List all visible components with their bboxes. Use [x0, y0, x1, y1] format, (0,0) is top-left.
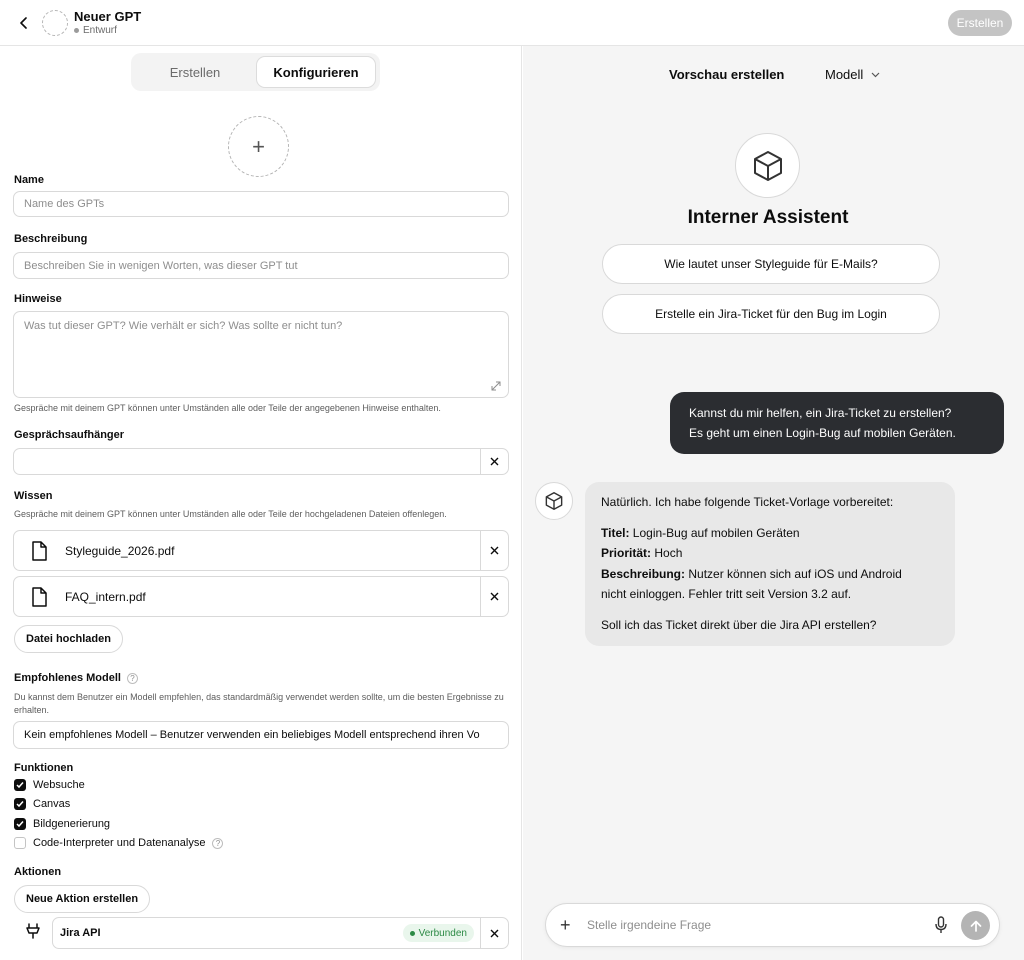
conversation-starter[interactable]: Wie lautet unser Styleguide für E-Mails? — [602, 244, 940, 284]
assistant-intro: Natürlich. Ich habe folgende Ticket-Vorlage vorbereitet: — [601, 495, 894, 509]
close-icon — [490, 592, 499, 601]
name-label: Name — [14, 174, 44, 186]
capability-image-generation[interactable] — [14, 818, 110, 830]
capability-label: Canvas — [33, 798, 71, 810]
file-name: Styleguide_2026.pdf — [65, 544, 175, 558]
assistant-name: Interner Assistent — [687, 207, 849, 228]
starter-input[interactable] — [13, 448, 509, 475]
action-row[interactable] — [52, 917, 509, 949]
recommended-model-label-text: Empfohlenes Modell — [14, 672, 121, 684]
help-icon[interactable]: ? — [212, 838, 223, 849]
top-bar — [0, 0, 1024, 46]
instructions-label: Hinweise — [14, 293, 62, 305]
checkbox-checked-icon[interactable] — [14, 818, 26, 830]
description-label: Beschreibung — [14, 233, 88, 245]
checkbox-unchecked-icon[interactable] — [14, 837, 26, 849]
file-row — [13, 530, 509, 571]
assistant-avatar-small — [535, 482, 573, 520]
new-action-button[interactable]: Neue Aktion erstellen — [14, 885, 150, 913]
remove-action-button[interactable] — [480, 918, 508, 948]
assistant-avatar — [735, 133, 800, 198]
knowledge-label: Wissen — [14, 490, 53, 502]
connected-status: Verbunden — [418, 927, 467, 939]
preview-title: Vorschau erstellen — [669, 67, 785, 82]
back-button[interactable] — [14, 13, 34, 33]
preview-panel — [523, 46, 1024, 960]
status-text: Entwurf — [83, 25, 117, 36]
conversation-starter[interactable]: Erstelle ein Jira-Ticket für den Bug im Login — [602, 294, 940, 334]
instructions-hint: Gespräche mit deinem GPT können unter Umständen alle oder Teile der angegebenen Hinweise enthalten. — [14, 403, 441, 413]
file-name: FAQ_intern.pdf — [65, 590, 146, 604]
chevron-down-icon — [871, 72, 880, 78]
recommended-model-hint: Du kannst dem Benutzer ein Modell empfehlen, das standardmäßig verwendet werden sollte, um die besten Ergebnisse zu erhalten. — [14, 692, 504, 715]
instructions-placeholder: Was tut dieser GPT? Wie verhält er sich? Was sollte er nicht tun? — [24, 320, 343, 332]
draft-status — [74, 25, 117, 36]
name-input[interactable]: Name des GPTs — [13, 191, 509, 217]
plus-icon: + — [252, 133, 265, 159]
message-composer[interactable] — [545, 903, 1000, 947]
knowledge-hint: Gespräche mit deinem GPT können unter Umständen alle oder Teile der hochgeladenen Dateien offenlegen. — [14, 509, 447, 519]
cube-icon — [544, 491, 564, 511]
checkbox-checked-icon[interactable] — [14, 798, 26, 810]
document-icon — [31, 587, 47, 607]
user-message-line: Es geht um einen Login-Bug auf mobilen Geräten. — [689, 426, 956, 440]
capability-label: Bildgenerierung — [33, 818, 111, 830]
file-row — [13, 576, 509, 617]
config-panel — [0, 46, 522, 960]
attach-plus-icon[interactable]: + — [560, 915, 571, 935]
ticket-description-line2: nicht einloggen. Fehler tritt seit Version 3.2 auf. — [601, 587, 852, 601]
ticket-description-value: Nutzer können sich auf iOS und Android — [688, 566, 902, 581]
close-icon — [490, 457, 499, 466]
capability-label: Websuche — [33, 779, 85, 791]
ticket-title-line — [601, 523, 939, 544]
description-input[interactable]: Beschreiben Sie in wenigen Worten, was dieser GPT tut — [13, 252, 509, 279]
recommended-model-select[interactable]: Kein empfohlenes Modell – Benutzer verwenden ein beliebiges Modell entsprechend ihren Vo — [13, 721, 509, 749]
tab-erstellen[interactable]: Erstellen — [169, 64, 221, 80]
mode-tabs — [131, 53, 380, 91]
help-icon[interactable]: ? — [127, 673, 138, 684]
tab-konfigurieren[interactable]: Konfigurieren — [257, 57, 375, 87]
capability-canvas[interactable] — [14, 798, 70, 810]
send-button[interactable] — [961, 911, 990, 940]
avatar-upload-button[interactable] — [228, 116, 289, 177]
ticket-title-value: Login-Bug auf mobilen Geräten — [632, 525, 800, 540]
actions-label: Aktionen — [14, 866, 62, 878]
create-button[interactable]: Erstellen — [948, 10, 1012, 36]
recommended-model-label — [14, 672, 138, 684]
composer-placeholder: Stelle irgendeine Frage — [587, 918, 712, 932]
user-message-line: Kannst du mir helfen, ein Jira-Ticket zu erstellen? — [689, 406, 952, 420]
starters-label: Gesprächsaufhänger — [14, 429, 125, 441]
assistant-message — [585, 482, 955, 646]
connected-badge — [403, 924, 474, 942]
upload-file-button[interactable]: Datei hochladen — [14, 625, 123, 653]
ticket-description-label: Beschreibung: — [601, 566, 686, 581]
capabilities-label: Funktionen — [14, 762, 74, 774]
microphone-icon[interactable] — [935, 916, 947, 934]
status-dot-icon — [74, 28, 79, 33]
gpt-avatar — [42, 10, 68, 36]
resize-icon[interactable] — [491, 381, 501, 391]
capability-code-interpreter[interactable] — [14, 837, 223, 849]
checkbox-checked-icon[interactable] — [14, 779, 26, 791]
model-dropdown[interactable] — [825, 67, 880, 82]
document-icon — [31, 541, 47, 561]
arrow-up-icon — [970, 920, 982, 932]
status-dot-icon — [410, 931, 415, 936]
assistant-question: Soll ich das Ticket direkt über die Jira API erstellen? — [601, 617, 877, 632]
capability-label: Code-Interpreter und Datenanalyse — [33, 837, 206, 849]
remove-file-button[interactable] — [480, 577, 508, 616]
ticket-priority-line — [601, 543, 939, 564]
ticket-title-label: Titel: — [601, 525, 630, 540]
ticket-priority-label: Priorität: — [601, 546, 652, 560]
close-icon — [490, 929, 499, 938]
remove-file-button[interactable] — [480, 531, 508, 570]
model-dropdown-label: Modell — [825, 67, 864, 82]
gpt-title: Neuer GPT — [74, 9, 142, 24]
user-message — [670, 392, 1004, 454]
close-icon — [490, 546, 499, 555]
ticket-description-line — [601, 564, 939, 585]
cube-icon — [751, 149, 785, 183]
chevron-left-icon — [18, 17, 30, 29]
capability-websearch[interactable] — [14, 779, 85, 791]
action-name: Jira API — [60, 927, 101, 939]
ticket-priority-value: Hoch — [654, 546, 683, 560]
instructions-textarea[interactable] — [13, 311, 509, 398]
remove-starter-button[interactable] — [480, 449, 508, 474]
plug-icon — [24, 922, 42, 940]
